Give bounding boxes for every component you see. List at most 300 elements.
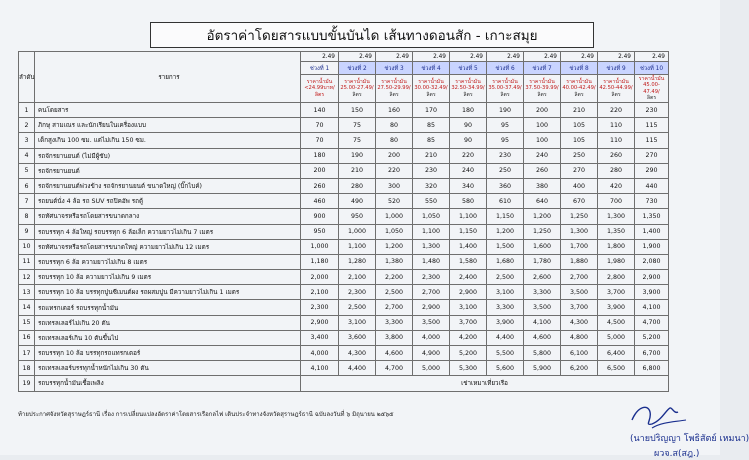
detail-range: 30.00-32.49/ <box>414 85 448 92</box>
fare-table <box>18 51 669 392</box>
price-cell: 420 <box>598 178 635 193</box>
price-cell: 4,400 <box>339 361 376 376</box>
price-cell: 700 <box>598 194 635 209</box>
price-cell: 4,100 <box>301 361 339 376</box>
price-cell: 270 <box>635 148 669 163</box>
table-row <box>19 163 669 178</box>
price-cell: 210 <box>339 163 376 178</box>
price-cell: 105 <box>561 118 598 133</box>
price-cell: 230 <box>487 148 524 163</box>
detail-unit: ลิตร <box>463 91 473 98</box>
price-cell: 90 <box>450 118 487 133</box>
price-cell: 6,400 <box>598 346 635 361</box>
title-box <box>150 22 594 48</box>
price-cell: 1,200 <box>524 209 561 224</box>
table-row <box>19 361 669 376</box>
row-item: คนโดยสาร <box>35 103 301 118</box>
table-row <box>19 330 669 345</box>
page-title: อัตราค่าโดยสารแบบขั้นบันได เส้นทางดอนสัก - เกาะสมุย <box>206 28 538 44</box>
price-cell: 670 <box>561 194 598 209</box>
price-cell: 3,400 <box>301 330 339 345</box>
table-row <box>19 148 669 163</box>
detail-label: ราคาน้ำมัน <box>603 78 629 85</box>
detail-label: ราคาน้ำมัน <box>306 78 333 85</box>
price-cell: 460 <box>301 194 339 209</box>
header-detail <box>413 75 450 103</box>
price-cell: 3,700 <box>598 285 635 300</box>
header-date: 2.49 <box>598 52 635 62</box>
price-cell: 1,680 <box>487 254 524 269</box>
price-cell: 1,250 <box>524 224 561 239</box>
row-number: 18 <box>19 361 35 376</box>
price-cell: 190 <box>487 103 524 118</box>
price-cell: 70 <box>301 118 339 133</box>
price-cell: 2,300 <box>413 270 450 285</box>
row-item: รถเทรลเลอร์ไม่เกิน 20 ตัน <box>35 315 301 330</box>
price-cell: 1,480 <box>413 254 450 269</box>
row-item: ภิกษุ สามเณร และนักเรียนในเครื่องแบบ <box>35 118 301 133</box>
price-cell: 200 <box>376 148 413 163</box>
price-cell: 75 <box>339 133 376 148</box>
price-cell: 1,300 <box>598 209 635 224</box>
row-number: 9 <box>19 224 35 239</box>
table-row <box>19 285 669 300</box>
price-cell: 730 <box>635 194 669 209</box>
price-cell: 1,100 <box>339 239 376 254</box>
detail-unit: ลิตร <box>500 91 510 98</box>
price-cell: 5,300 <box>450 361 487 376</box>
price-cell: 270 <box>561 163 598 178</box>
price-cell: 5,000 <box>413 361 450 376</box>
price-cell: 610 <box>487 194 524 209</box>
price-cell: 4,700 <box>376 361 413 376</box>
row-number: 16 <box>19 330 35 345</box>
header-date: 2.49 <box>635 52 669 62</box>
price-cell: 2,100 <box>339 270 376 285</box>
detail-unit: ลิตร <box>611 91 621 98</box>
price-cell: 3,100 <box>487 285 524 300</box>
row-number: 2 <box>19 118 35 133</box>
table-row <box>19 254 669 269</box>
row-number: 12 <box>19 270 35 285</box>
detail-unit: ลิตร <box>537 91 547 98</box>
price-cell: 1,350 <box>635 209 669 224</box>
header-date: 2.49 <box>413 52 450 62</box>
row-number: 8 <box>19 209 35 224</box>
table-row <box>19 103 669 118</box>
price-cell: 3,500 <box>413 315 450 330</box>
price-cell: 2,700 <box>376 300 413 315</box>
price-cell: 1,380 <box>376 254 413 269</box>
price-cell: 200 <box>524 103 561 118</box>
row-number: 10 <box>19 239 35 254</box>
row-item: รถจักรยานยนต์พ่วงข้าง รถจักรยานยนต์ ขนาดใหญ่ (บิ๊กไบค์) <box>35 178 301 193</box>
price-cell: 360 <box>487 178 524 193</box>
price-cell: 1,400 <box>450 239 487 254</box>
price-cell: 5,800 <box>524 346 561 361</box>
table-row <box>19 300 669 315</box>
header-detail <box>339 75 376 103</box>
price-cell: 3,300 <box>376 315 413 330</box>
price-cell: 230 <box>413 163 450 178</box>
row-number: 5 <box>19 163 35 178</box>
price-cell: 80 <box>376 118 413 133</box>
price-cell: 1,000 <box>376 209 413 224</box>
price-cell: 1,980 <box>598 254 635 269</box>
price-cell: 110 <box>598 118 635 133</box>
price-cell: 1,800 <box>598 239 635 254</box>
row-item: รถบรรทุกน้ำมันเชื้อเพลิง <box>35 376 301 391</box>
detail-label: ราคาน้ำมัน <box>529 78 555 85</box>
table-row <box>19 376 669 391</box>
row-number: 6 <box>19 178 35 193</box>
price-cell: 95 <box>487 118 524 133</box>
price-cell: 1,100 <box>450 209 487 224</box>
header-range: ช่วงที่ 8 <box>561 62 598 75</box>
header-date: 2.49 <box>450 52 487 62</box>
price-cell: 340 <box>450 178 487 193</box>
price-cell: 2,200 <box>376 270 413 285</box>
price-cell: 210 <box>413 148 450 163</box>
price-cell: 180 <box>450 103 487 118</box>
price-cell: 200 <box>301 163 339 178</box>
price-cell: 6,500 <box>598 361 635 376</box>
table-row <box>19 270 669 285</box>
price-cell: 1,150 <box>487 209 524 224</box>
price-cell: 2,700 <box>561 270 598 285</box>
price-cell: 2,100 <box>301 285 339 300</box>
detail-label: ราคาน้ำมัน <box>455 78 481 85</box>
price-cell: 1,700 <box>561 239 598 254</box>
price-cell: 3,500 <box>524 300 561 315</box>
detail-unit: ลิตร <box>646 95 657 101</box>
row-number: 13 <box>19 285 35 300</box>
price-cell: 220 <box>376 163 413 178</box>
detail-range: <24.99บาท/ลิตร <box>304 85 335 98</box>
header-detail <box>561 75 598 103</box>
price-cell: 4,300 <box>339 346 376 361</box>
price-cell: 550 <box>413 194 450 209</box>
price-cell: 3,800 <box>376 330 413 345</box>
detail-unit: ลิตร <box>389 91 399 98</box>
header-range: ช่วงที่ 6 <box>487 62 524 75</box>
price-cell: 280 <box>598 163 635 178</box>
price-cell: 280 <box>339 178 376 193</box>
price-cell: 6,100 <box>561 346 598 361</box>
price-cell: 105 <box>561 133 598 148</box>
price-cell: 2,000 <box>301 270 339 285</box>
price-cell: 1,000 <box>301 239 339 254</box>
price-cell: 490 <box>339 194 376 209</box>
price-cell: 4,000 <box>301 346 339 361</box>
price-cell: 115 <box>635 118 669 133</box>
price-cell: 240 <box>524 148 561 163</box>
price-cell: 2,300 <box>301 300 339 315</box>
footer-note: ท้ายประกาศจังหวัดสุราษฎร์ธานี เรื่อง การเปลี่ยนแปลงอัตราค่าโดยสารเรือกลไฟ เดินประจำทางจังหวัดสุราษฎร์ธานี ฉบับลงวันที่ ๖ มิถุนายน ๒๕๖๕ <box>18 411 394 418</box>
price-cell: 70 <box>301 133 339 148</box>
table-row <box>19 346 669 361</box>
price-cell: 6,800 <box>635 361 669 376</box>
table-row <box>19 133 669 148</box>
price-cell: 380 <box>524 178 561 193</box>
price-cell: 1,100 <box>413 224 450 239</box>
price-cell: 1,900 <box>635 239 669 254</box>
price-cell: 3,100 <box>450 300 487 315</box>
price-cell: 3,900 <box>598 300 635 315</box>
header-range: ช่วงที่ 7 <box>524 62 561 75</box>
price-cell: 260 <box>598 148 635 163</box>
price-cell: 2,900 <box>413 300 450 315</box>
price-cell: 400 <box>561 178 598 193</box>
header-date: 2.49 <box>561 52 598 62</box>
price-cell: 3,900 <box>487 315 524 330</box>
price-cell: 3,900 <box>635 285 669 300</box>
signature-name: (นายปริญญา โพธิสัตย์ เหมนา) <box>630 434 749 444</box>
price-cell: 80 <box>376 133 413 148</box>
price-cell: 150 <box>339 103 376 118</box>
header-date: 2.49 <box>376 52 413 62</box>
price-cell: 5,900 <box>524 361 561 376</box>
row-number: 17 <box>19 346 35 361</box>
header-date: 2.49 <box>301 52 339 62</box>
row-item: รถบรรทุก 10 ล้อ บรรทุกปูนซีเมนต์ผง รถผสมปูน มีความยาวไม่เกิน 1 เมตร <box>35 285 301 300</box>
detail-range: 37.50-39.99/ <box>525 85 559 92</box>
price-cell: 85 <box>413 133 450 148</box>
detail-unit: ลิตร <box>352 91 362 98</box>
col-header-item: รายการ <box>35 52 301 103</box>
price-cell: 140 <box>301 103 339 118</box>
price-cell: 4,100 <box>524 315 561 330</box>
row-item: รถเทรลเลอร์บรรทุกน้ำหนักไม่เกิน 30 ตัน <box>35 361 301 376</box>
price-cell: 4,900 <box>413 346 450 361</box>
price-cell: 3,700 <box>561 300 598 315</box>
price-cell: 75 <box>339 118 376 133</box>
header-date-row <box>19 52 669 62</box>
price-cell: 250 <box>487 163 524 178</box>
price-cell: 2,700 <box>413 285 450 300</box>
price-cell: 220 <box>598 103 635 118</box>
price-cell: 520 <box>376 194 413 209</box>
row-number: 1 <box>19 103 35 118</box>
price-cell: 2,900 <box>301 315 339 330</box>
detail-range: 25.00-27.49/ <box>340 85 374 92</box>
row-item: รถบรรทุก 10 ล้อ บรรทุกรถแทรกเตอร์ <box>35 346 301 361</box>
detail-label: ราคาน้ำมัน <box>492 78 518 85</box>
row-item: รถเทรลเลอร์เกิน 10 ตันขึ้นไป <box>35 330 301 345</box>
price-cell: 1,180 <box>301 254 339 269</box>
row-number: 11 <box>19 254 35 269</box>
table-row <box>19 118 669 133</box>
price-cell: 1,880 <box>561 254 598 269</box>
row-number: 15 <box>19 315 35 330</box>
header-date: 2.49 <box>487 52 524 62</box>
price-cell: 950 <box>339 209 376 224</box>
price-cell: 2,600 <box>524 270 561 285</box>
price-cell: 6,200 <box>561 361 598 376</box>
price-cell: 3,700 <box>450 315 487 330</box>
header-range: ช่วงที่ 1 <box>301 62 339 75</box>
detail-range: 32.50-34.99/ <box>451 85 485 92</box>
price-cell: 5,200 <box>635 330 669 345</box>
price-cell: 290 <box>635 163 669 178</box>
header-range: ช่วงที่ 2 <box>339 62 376 75</box>
price-cell: 2,400 <box>450 270 487 285</box>
price-cell: 4,300 <box>561 315 598 330</box>
row-number: 19 <box>19 376 35 391</box>
detail-label: ราคาน้ำมัน <box>418 78 444 85</box>
price-cell: 2,500 <box>487 270 524 285</box>
detail-label: ราคาน้ำมัน <box>638 75 665 82</box>
row-number: 3 <box>19 133 35 148</box>
detail-unit: ลิตร <box>574 91 584 98</box>
price-cell: 1,350 <box>598 224 635 239</box>
header-detail <box>635 75 669 103</box>
price-cell: 2,900 <box>450 285 487 300</box>
price-cell: 1,500 <box>487 239 524 254</box>
row-item: เด็กสูงเกิน 100 ซม. แต่ไม่เกิน 150 ซม. <box>35 133 301 148</box>
price-cell: 85 <box>413 118 450 133</box>
header-range: ช่วงที่ 10 <box>635 62 669 75</box>
header-detail <box>598 75 635 103</box>
price-cell: 115 <box>635 133 669 148</box>
header-detail <box>450 75 487 103</box>
price-cell: 220 <box>450 148 487 163</box>
header-date: 2.49 <box>339 52 376 62</box>
price-cell: 2,800 <box>598 270 635 285</box>
price-cell: 260 <box>301 178 339 193</box>
row-item: รถบรรทุก 6 ล้อ ความยาวไม่เกิน 8 เมตร <box>35 254 301 269</box>
price-cell: 1,300 <box>413 239 450 254</box>
price-cell: 1,280 <box>339 254 376 269</box>
price-cell: 4,200 <box>450 330 487 345</box>
price-cell: 1,050 <box>376 224 413 239</box>
price-cell: 190 <box>339 148 376 163</box>
row-item: รถทัศนาจรหรือรถโดยสารขนาดใหญ่ ความยาวไม่เกิน 12 เมตร <box>35 239 301 254</box>
header-range: ช่วงที่ 5 <box>450 62 487 75</box>
price-cell: 240 <box>450 163 487 178</box>
row-item: รถจักรยานยนต์ (ไม่มีผู้ขับ) <box>35 148 301 163</box>
price-cell: 250 <box>561 148 598 163</box>
price-cell: 3,600 <box>339 330 376 345</box>
row-merged-note: เช่าเหมาเที่ยวเรือ <box>301 376 669 391</box>
price-cell: 2,300 <box>339 285 376 300</box>
header-detail <box>524 75 561 103</box>
table-row <box>19 209 669 224</box>
table-row <box>19 239 669 254</box>
header-detail <box>487 75 524 103</box>
price-cell: 3,300 <box>487 300 524 315</box>
price-cell: 1,780 <box>524 254 561 269</box>
detail-range: 27.50-29.99/ <box>377 85 411 92</box>
col-header-no: ลำดับ <box>19 52 35 103</box>
price-cell: 4,600 <box>524 330 561 345</box>
price-cell: 4,000 <box>413 330 450 345</box>
price-cell: 3,300 <box>524 285 561 300</box>
price-cell: 260 <box>524 163 561 178</box>
price-cell: 100 <box>524 118 561 133</box>
price-cell: 3,100 <box>339 315 376 330</box>
price-cell: 1,400 <box>635 224 669 239</box>
price-cell: 900 <box>301 209 339 224</box>
price-cell: 1,200 <box>487 224 524 239</box>
price-cell: 230 <box>635 103 669 118</box>
header-detail <box>301 75 339 103</box>
price-cell: 90 <box>450 133 487 148</box>
row-item: รถแทรกเตอร์ รถบรรทุกน้ำมัน <box>35 300 301 315</box>
price-cell: 1,300 <box>561 224 598 239</box>
price-cell: 4,700 <box>635 315 669 330</box>
price-cell: 5,200 <box>450 346 487 361</box>
price-cell: 4,800 <box>561 330 598 345</box>
signature-position: ผวจ.ส(สฎ.) <box>654 449 700 459</box>
detail-label: ราคาน้ำมัน <box>381 78 407 85</box>
price-cell: 180 <box>301 148 339 163</box>
price-cell: 160 <box>376 103 413 118</box>
price-cell: 4,500 <box>598 315 635 330</box>
price-cell: 5,600 <box>487 361 524 376</box>
price-cell: 95 <box>487 133 524 148</box>
price-cell: 1,050 <box>413 209 450 224</box>
price-cell: 2,500 <box>339 300 376 315</box>
row-item: รถยนต์นั่ง 4 ล้อ รถ SUV รถปิคอัพ รถตู้ <box>35 194 301 209</box>
detail-range: 45.00-47.49/ <box>643 82 660 95</box>
price-cell: 5,000 <box>598 330 635 345</box>
price-cell: 5,500 <box>487 346 524 361</box>
row-item: รถบรรทุก 10 ล้อ ความยาวไม่เกิน 9 เมตร <box>35 270 301 285</box>
price-cell: 1,250 <box>561 209 598 224</box>
row-item: รถจักรยานยนต์ <box>35 163 301 178</box>
header-detail <box>376 75 413 103</box>
fare-table-wrap <box>18 51 668 392</box>
detail-range: 42.50-44.99/ <box>599 85 633 92</box>
price-cell: 2,500 <box>376 285 413 300</box>
price-cell: 300 <box>376 178 413 193</box>
row-item: รถทัศนาจรหรือรถโดยสารขนาดกลาง <box>35 209 301 224</box>
header-range: ช่วงที่ 9 <box>598 62 635 75</box>
price-cell: 640 <box>524 194 561 209</box>
detail-range: 35.00-37.49/ <box>488 85 522 92</box>
price-cell: 2,080 <box>635 254 669 269</box>
price-cell: 170 <box>413 103 450 118</box>
price-cell: 1,150 <box>450 224 487 239</box>
header-date: 2.49 <box>524 52 561 62</box>
header-range: ช่วงที่ 3 <box>376 62 413 75</box>
table-row <box>19 178 669 193</box>
price-cell: 1,580 <box>450 254 487 269</box>
price-cell: 1,000 <box>339 224 376 239</box>
price-cell: 3,500 <box>561 285 598 300</box>
price-cell: 6,700 <box>635 346 669 361</box>
row-number: 14 <box>19 300 35 315</box>
price-cell: 440 <box>635 178 669 193</box>
detail-label: ราคาน้ำมัน <box>566 78 592 85</box>
price-cell: 1,600 <box>524 239 561 254</box>
price-cell: 950 <box>301 224 339 239</box>
price-cell: 210 <box>561 103 598 118</box>
table-row <box>19 224 669 239</box>
price-cell: 320 <box>413 178 450 193</box>
detail-unit: ลิตร <box>426 91 436 98</box>
price-cell: 110 <box>598 133 635 148</box>
row-number: 7 <box>19 194 35 209</box>
price-cell: 580 <box>450 194 487 209</box>
detail-label: ราคาน้ำมัน <box>344 78 370 85</box>
price-cell: 100 <box>524 133 561 148</box>
price-cell: 2,900 <box>635 270 669 285</box>
detail-range: 40.00-42.49/ <box>562 85 596 92</box>
header-range: ช่วงที่ 4 <box>413 62 450 75</box>
price-cell: 4,600 <box>376 346 413 361</box>
